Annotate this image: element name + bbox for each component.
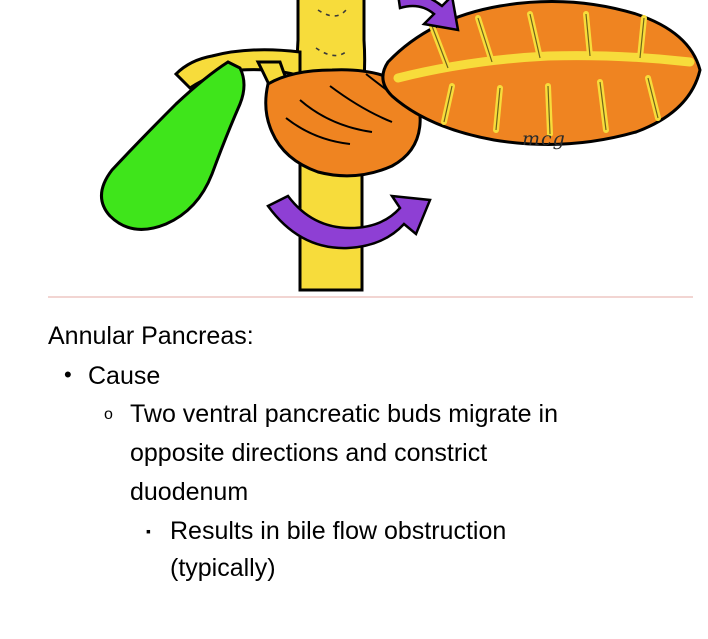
list-item-label: duodenum <box>130 478 249 506</box>
list-item-continuation <box>0 550 708 587</box>
bullet-square-icon: ▪ <box>146 523 151 539</box>
gallbladder-shape <box>101 62 244 229</box>
slide-text-content <box>0 318 708 587</box>
list-item-label: Results in bile flow obstruction <box>170 517 507 545</box>
list-item-continuation <box>0 435 708 472</box>
list-item-label: Cause <box>88 362 161 390</box>
list-item-label: (typically) <box>170 554 276 582</box>
annular-pancreas-illustration <box>0 0 708 298</box>
bullet-circle-icon: o <box>104 406 113 423</box>
page-title: Annular Pancreas: <box>48 322 254 350</box>
artist-signature: mcg <box>522 128 566 150</box>
bullet-disc-icon: • <box>64 362 72 387</box>
list-item-label: Two ventral pancreatic buds migrate in <box>130 400 558 428</box>
list-item <box>0 513 708 550</box>
list-item <box>0 358 708 394</box>
list-item-label: opposite directions and constrict <box>130 439 488 467</box>
list-item-continuation <box>0 474 708 511</box>
list-item <box>0 396 708 433</box>
rotation-arrow-upper <box>398 0 458 30</box>
anatomy-diagram-svg <box>0 0 708 298</box>
section-divider <box>48 296 693 298</box>
